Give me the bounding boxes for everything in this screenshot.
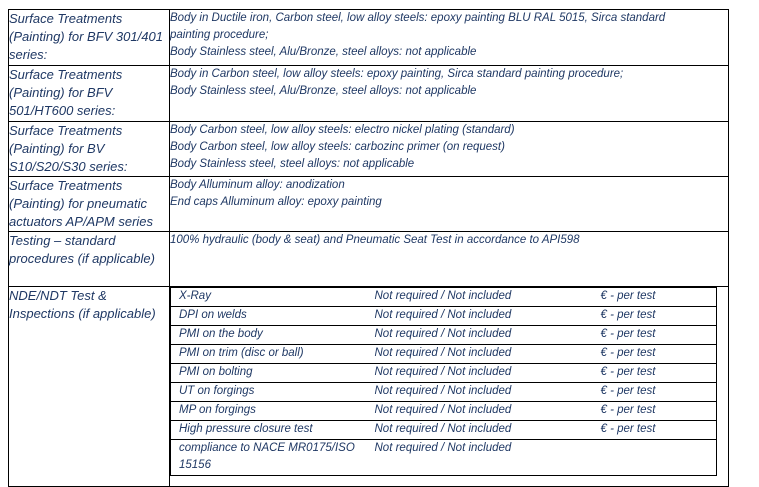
test-name: PMI on bolting — [171, 364, 367, 383]
test-status: Not required / Not included — [367, 383, 593, 402]
test-status: Not required / Not included — [367, 288, 593, 307]
test-price: € - per test — [593, 326, 717, 345]
test-name: DPI on welds — [171, 307, 367, 326]
table-row — [9, 287, 729, 487]
description-line: Body Carbon steel, low alloy steels: electro nickel plating (standard) — [170, 124, 515, 136]
test-price: € - per test — [593, 288, 717, 307]
table-row — [9, 177, 729, 232]
test-price: € - per test — [593, 402, 717, 421]
nde-test-row — [171, 402, 717, 421]
test-name: UT on forgings — [171, 383, 367, 402]
row-description — [170, 10, 729, 66]
description-line: Body Stainless steel, Alu/Bronze, steel alloys: not applicable — [170, 85, 477, 97]
nde-test-row — [171, 345, 717, 364]
row-description — [170, 177, 729, 232]
test-price: € - per test — [593, 364, 717, 383]
row-label: Surface Treatments (Painting) for BFV 301/401 series: — [9, 10, 170, 66]
test-name: PMI on trim (disc or ball) — [171, 345, 367, 364]
nde-test-row — [171, 383, 717, 402]
test-name: compliance to NACE MR0175/ISO 15156 — [179, 442, 355, 471]
test-name: High pressure closure test — [171, 421, 367, 440]
test-name: PMI on the body — [171, 326, 367, 345]
row-label: Surface Treatments (Painting) for BFV 501/HT600 series: — [9, 66, 170, 122]
test-status: Not required / Not included — [367, 421, 593, 440]
test-price: € - per test — [593, 383, 717, 402]
description-line: Body Stainless steel, steel alloys: not applicable — [170, 158, 415, 170]
row-description — [170, 122, 729, 177]
nde-test-row — [171, 364, 717, 383]
nde-test-table — [170, 287, 717, 476]
row-label: Testing – standard procedures (if applicable) — [9, 232, 170, 287]
row-label: Surface Treatments (Painting) for pneumatic actuators AP/APM series — [9, 177, 170, 232]
test-status: Not required / Not included — [367, 326, 593, 345]
specification-table — [8, 9, 729, 487]
row-description — [170, 232, 729, 287]
table-row — [9, 10, 729, 66]
nde-test-row — [171, 288, 717, 307]
table-row — [9, 232, 729, 287]
description-line: Body Stainless steel, Alu/Bronze, steel alloys: not applicable — [170, 46, 477, 58]
row-description — [170, 66, 729, 122]
test-name: X-Ray — [171, 288, 367, 307]
test-price — [593, 440, 717, 476]
nde-test-cell — [170, 287, 729, 487]
description-line: Body in Carbon steel, low alloy steels: epoxy painting, Sirca standard painting procedure; — [170, 68, 624, 80]
row-label: NDE/NDT Test & Inspections (if applicable) — [9, 287, 170, 487]
test-status: Not required / Not included — [367, 402, 593, 421]
nde-test-row — [171, 440, 717, 476]
description-line: End caps Alluminum alloy: epoxy painting — [170, 196, 382, 208]
test-name: MP on forgings — [171, 402, 367, 421]
test-price: € - per test — [593, 345, 717, 364]
test-price: € - per test — [593, 307, 717, 326]
description-line: painting procedure; — [170, 29, 269, 41]
test-status: Not required / Not included — [374, 442, 512, 454]
table-row — [9, 66, 729, 122]
nde-test-row — [171, 421, 717, 440]
table-row — [9, 122, 729, 177]
test-price: € - per test — [593, 421, 717, 440]
test-status: Not required / Not included — [367, 364, 593, 383]
description-line: Body Carbon steel, low alloy steels: carbozinc primer (on request) — [170, 141, 505, 153]
description-line: 100% hydraulic (body & seat) and Pneumatic Seat Test in accordance to API598 — [170, 234, 580, 246]
nde-test-row — [171, 307, 717, 326]
nde-test-row — [171, 326, 717, 345]
test-status: Not required / Not included — [367, 345, 593, 364]
description-line: Body Alluminum alloy: anodization — [170, 179, 345, 191]
row-label: Surface Treatments (Painting) for BV S10/S20/S30 series: — [9, 122, 170, 177]
test-status: Not required / Not included — [367, 307, 593, 326]
description-line: Body in Ductile iron, Carbon steel, low alloy steels: epoxy painting BLU RAL 5015, Sirca standard — [170, 12, 666, 24]
